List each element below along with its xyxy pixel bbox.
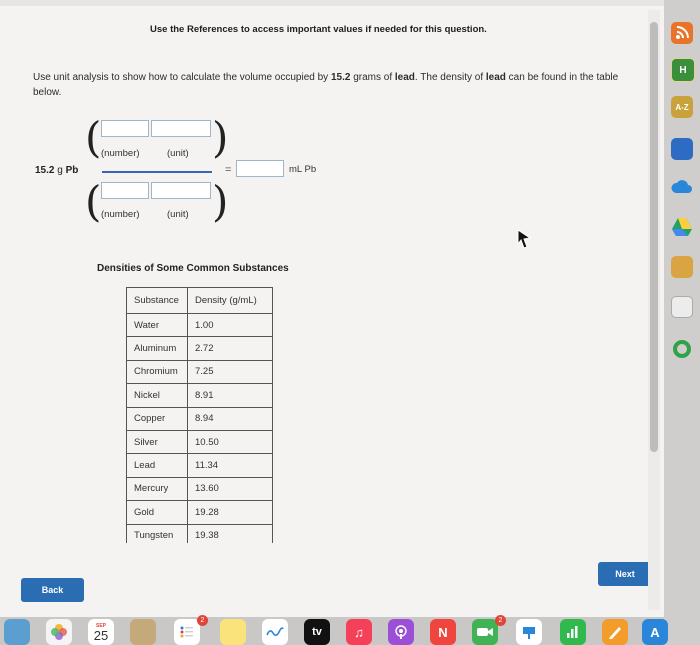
table-header-cell: Substance — [127, 288, 188, 314]
calculator-icon[interactable] — [671, 256, 693, 278]
contacts-icon[interactable] — [130, 619, 156, 645]
substance-cell: Mercury — [127, 477, 188, 500]
numerator-unit-input[interactable] — [151, 120, 211, 137]
back-button[interactable]: Back — [21, 578, 84, 602]
question-mass: 15.2 — [330, 72, 351, 83]
density-cell: 1.00 — [188, 314, 273, 337]
numerator-left-paren: ( — [85, 113, 102, 162]
density-cell: 2.72 — [188, 337, 273, 360]
density-table — [126, 287, 273, 543]
table-row — [127, 337, 273, 360]
substance-cell: Aluminum — [127, 337, 188, 360]
density-cell: 19.28 — [188, 501, 273, 524]
top-bar — [0, 0, 664, 6]
substance-cell: Copper — [127, 407, 188, 430]
notes-icon[interactable] — [220, 619, 246, 645]
question-part: grams of — [350, 72, 395, 83]
scrollbar-thumb[interactable] — [650, 22, 658, 452]
podcasts-icon[interactable] — [388, 619, 414, 645]
denominator-right-paren: ) — [212, 177, 229, 226]
density-cell: 19.38 — [188, 524, 273, 543]
next-button[interactable]: Next — [598, 562, 652, 586]
fraction-bar — [102, 171, 212, 173]
facetime-badge: 2 — [495, 615, 506, 626]
given-substance: Pb — [65, 165, 79, 176]
ring-icon[interactable] — [671, 338, 693, 360]
music-icon[interactable]: ♫ — [346, 619, 372, 645]
given-quantity — [35, 165, 78, 176]
denominator-unit-input[interactable] — [151, 182, 211, 199]
page-scrollbar[interactable] — [648, 10, 660, 610]
given-value: 15.2 — [35, 165, 55, 176]
substance-cell: Silver — [127, 430, 188, 453]
substance-cell: Nickel — [127, 384, 188, 407]
question-text — [33, 70, 623, 100]
equals-sign: = — [225, 164, 232, 176]
numerator-number-hint: (number) — [101, 148, 140, 159]
density-cell: 13.60 — [188, 477, 273, 500]
substance-cell: Lead — [127, 454, 188, 477]
mouse-cursor-icon — [516, 228, 532, 250]
book-icon[interactable] — [671, 138, 693, 160]
density-cell: 8.91 — [188, 384, 273, 407]
substance-cell: Water — [127, 314, 188, 337]
question-part: can be found in the table below. — [33, 72, 619, 98]
question-element: lead — [394, 72, 415, 83]
substance-cell: Gold — [127, 501, 188, 524]
table-header-cell: Density (g/mL) — [188, 288, 273, 314]
numerator-right-paren: ) — [212, 113, 229, 162]
denominator-unit-hint: (unit) — [167, 209, 189, 220]
a-z-icon[interactable]: A-Z — [671, 96, 693, 118]
density-cell: 11.34 — [188, 454, 273, 477]
h-icon[interactable]: H — [671, 58, 695, 82]
news-icon[interactable]: N — [430, 619, 456, 645]
result-unit-label: mL Pb — [289, 164, 317, 175]
maps-icon[interactable] — [4, 619, 30, 645]
keynote-icon[interactable] — [516, 619, 542, 645]
numbers-icon[interactable] — [560, 619, 586, 645]
window-icon[interactable] — [671, 296, 693, 318]
numerator-number-input[interactable] — [101, 120, 149, 137]
density-table-scroll[interactable] — [126, 287, 278, 543]
density-cell: 7.25 — [188, 360, 273, 383]
table-row — [127, 430, 273, 453]
table-header-row — [127, 288, 273, 314]
result-input[interactable] — [236, 160, 284, 177]
feed-icon[interactable] — [671, 22, 693, 44]
pages-icon[interactable] — [602, 619, 628, 645]
reminders-badge: 2 — [197, 615, 208, 626]
freeform-icon[interactable] — [262, 619, 288, 645]
density-cell: 8.94 — [188, 407, 273, 430]
table-row — [127, 477, 273, 500]
calendar-day: 25 — [93, 627, 109, 643]
app-store-icon[interactable]: A — [642, 619, 668, 645]
references-note: Use the References to access important values if needed for this question. — [150, 24, 487, 35]
tv-label: tv — [312, 626, 322, 638]
question-part: . The density of — [414, 72, 486, 83]
table-row — [127, 360, 273, 383]
table-title: Densities of Some Common Substances — [97, 263, 289, 274]
denominator-number-input[interactable] — [101, 182, 149, 199]
table-row — [127, 407, 273, 430]
substance-cell: Chromium — [127, 360, 188, 383]
right-dock — [664, 0, 700, 645]
table-row — [127, 314, 273, 337]
cloud-icon[interactable] — [671, 176, 693, 198]
drive-icon[interactable] — [671, 216, 693, 238]
given-unit: g — [57, 165, 63, 176]
calendar-month: SEP — [95, 622, 106, 629]
reminders-icon[interactable] — [174, 619, 200, 645]
denominator-number-hint: (number) — [101, 209, 140, 220]
calendar-icon[interactable] — [88, 619, 114, 645]
question-part: Use unit analysis to show how to calculate the volume occupied by — [33, 72, 331, 83]
table-row — [127, 501, 273, 524]
photos-icon[interactable] — [46, 619, 72, 645]
table-row — [127, 384, 273, 407]
density-cell: 10.50 — [188, 430, 273, 453]
table-row — [127, 524, 273, 543]
numerator-unit-hint: (unit) — [167, 148, 189, 159]
table-row — [127, 454, 273, 477]
substance-cell: Tungsten — [127, 524, 188, 543]
facetime-icon[interactable] — [472, 619, 498, 645]
tv-icon[interactable] — [304, 619, 330, 645]
denominator-left-paren: ( — [85, 177, 102, 226]
question-element: lead — [485, 72, 506, 83]
bottom-dock — [0, 617, 664, 645]
